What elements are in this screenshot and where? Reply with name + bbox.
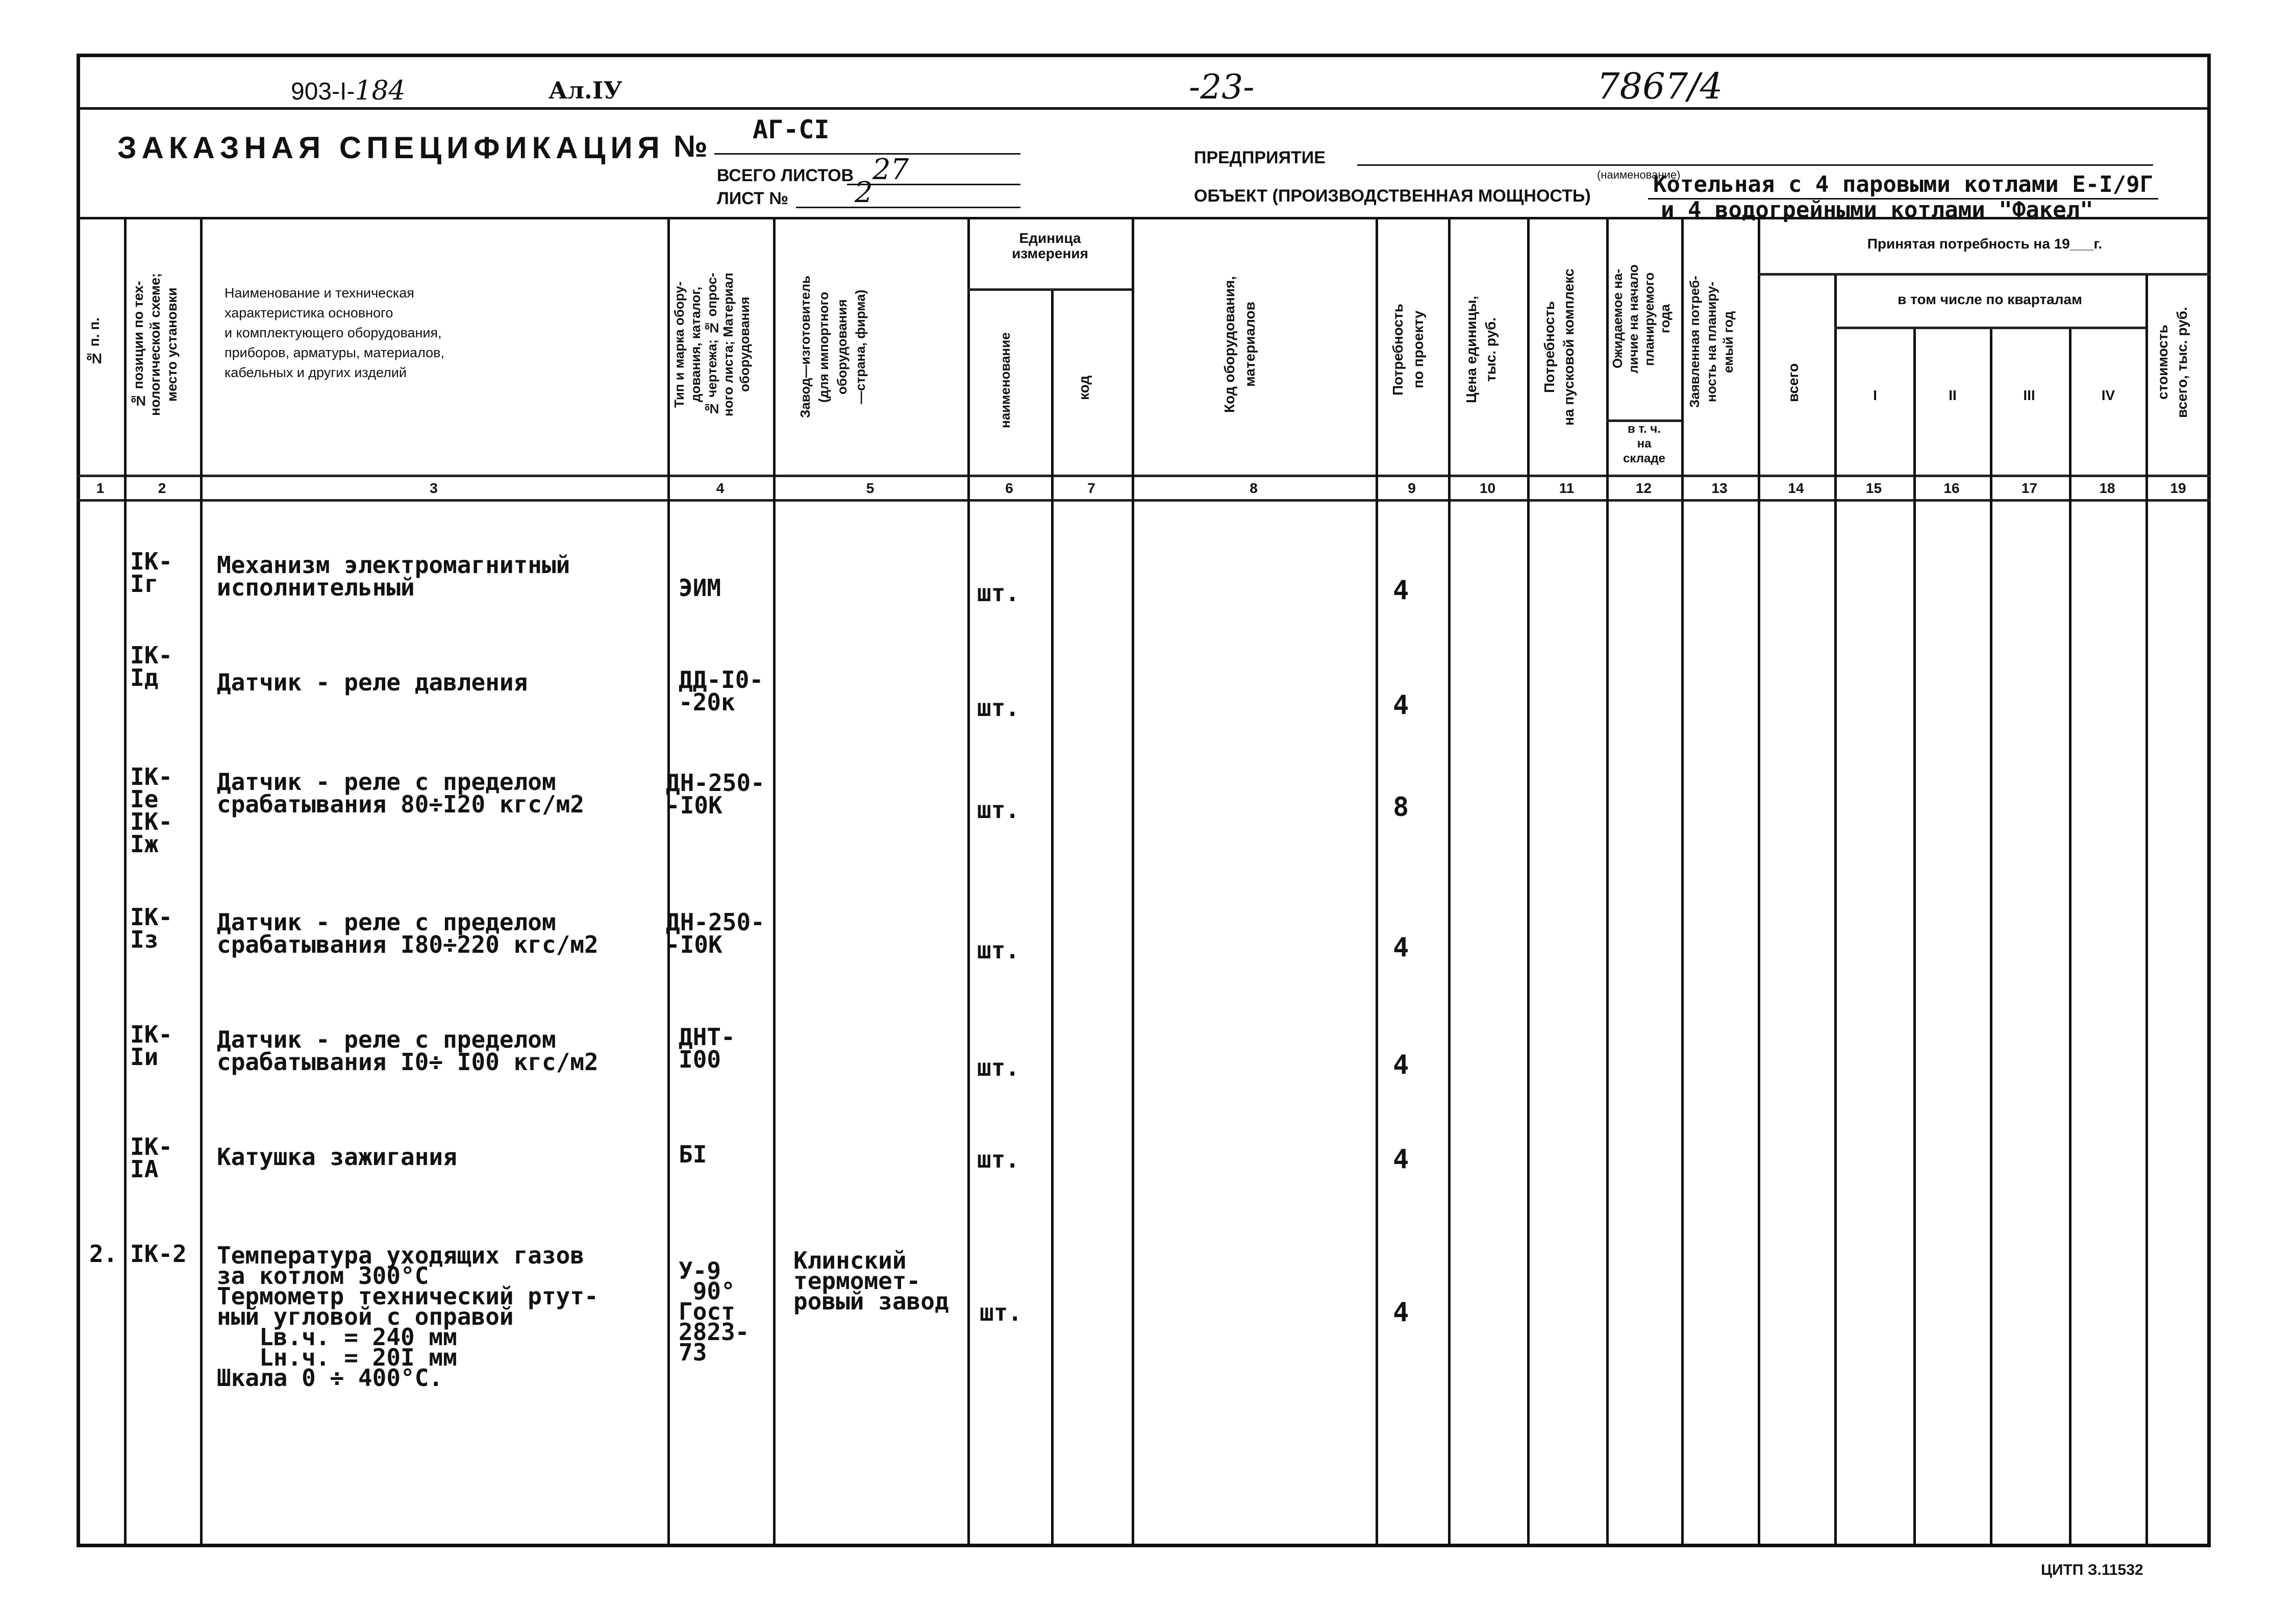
table-row-type: ЭИМ [679,574,721,602]
header-q2: II [1949,387,1957,403]
colnum: 15 [1865,480,1882,496]
unit-group-rule [967,288,1132,291]
project-code-handwritten: 184 [355,76,406,106]
table-row-pos: IК- Iе IК- Iж [130,763,173,858]
header-c3: Наименование и техническая характеристика основного и комплектующего оборудования, приборов, арматуры, материалов, кабельных и других изделий [224,285,444,380]
header-c2: № позиции по тех- нологической схеме; место установки [131,273,180,416]
colnum: 18 [2099,480,2115,496]
colnum: 8 [1250,480,1258,496]
table-row-unit: шт. [977,579,1020,607]
table-row-name: Датчик - реле с пределом срабатывания I80÷220 кгс/м2 [217,908,598,958]
object-line-1: Котельная с 4 паровыми котлами Е-I/9Г [1653,171,2154,197]
colnum: 6 [1005,480,1013,496]
col-line [200,217,203,1547]
colnum: 13 [1711,480,1728,496]
header-c12b: в т. ч. на складе [1623,422,1665,465]
colnum: 5 [866,480,875,496]
colnum: 3 [430,480,438,496]
table-row-pos: IК- Iг [130,548,173,598]
spec-no-label: № [673,129,708,163]
header-c5: Завод—изготовитель (для импортного оборудования —страна, фирма) [797,276,868,418]
header-c7: код [1076,375,1092,401]
col-line [1376,217,1378,1547]
table-row-pp: 2. [89,1240,118,1268]
colnum: 4 [716,480,725,496]
colnum: 10 [1479,480,1496,496]
colnum: 7 [1087,480,1095,496]
table-row-qty: 8 [1393,792,1409,823]
header-c1: № п. п. [86,317,102,366]
colnum: 2 [158,480,166,496]
table-row-qty: 4 [1393,1297,1409,1328]
col-line [1913,327,1916,1547]
spec-number: АГ-СI [753,115,830,144]
header-c11: Потребность на пусковой комплекс [1541,268,1577,426]
header-c13: Заявленная потреб- ность на планиру- емый год [1687,276,1736,408]
col-line [667,217,670,1547]
table-row-pos: IК- IА [130,1133,173,1183]
colnum: 1 [96,480,105,496]
table-row-name: Механизм электромагнитный исполнительный [217,551,570,601]
page-number: -23- [1189,67,1255,107]
enterprise-label: ПРЕДПРИЯТИЕ [1194,148,1326,167]
project-code-printed: 903-I- [291,78,355,105]
quarters-rule [1834,327,2145,329]
col-line [1834,273,1837,1547]
colnum: 11 [1559,480,1575,496]
table-top-rule [77,217,2211,219]
header-c6: наименование [997,332,1013,428]
object-name-label: (наименование) [1597,168,1681,181]
table-row-name: Температура уходящих газов за котлом 300°С Термометр технический ртут- ный угловой с оправой Lв.ч. = 240 мм Lн.ч. = 20I мм Шкала 0 ÷ 400°С. [217,1242,598,1392]
col-line [1990,327,1992,1547]
header-q4: IV [2101,387,2115,403]
table-row-type: БI [679,1141,707,1168]
table-row-pos: IК- Iз [130,903,173,953]
accepted-rule [1758,273,2211,276]
table-row-type: У-9 90° Гост 2823- 73 [679,1257,750,1366]
col-line [2145,273,2148,1547]
doc-number: 7867/4 [1597,65,1723,107]
table-row-qty: 4 [1393,1144,1409,1175]
table-row-qty: 4 [1393,932,1409,963]
header-accepted: Принятая потребность на 19___г. [1867,236,2103,252]
header-quarters: в том числе по кварталам [1898,291,2082,307]
table-row-type: ДН-250- -I0К [666,908,765,958]
col-line [2069,327,2072,1547]
table-row-type: ДН-250- -I0К [666,769,765,819]
colnum: 16 [1943,480,1960,496]
table-row-unit: шт. [977,1146,1020,1173]
total-sheets: 27 [872,153,909,186]
table-row-qty: 4 [1393,690,1409,721]
colnum: 9 [1408,480,1416,496]
col-line [1448,217,1451,1547]
col-line [1606,217,1609,1547]
header-c4: Тип и марка обору- дования, каталог, № чертежа; № опрос- ного листа; Материал оборудования [671,273,752,416]
table-row-pos: IК- Iи [130,1021,173,1071]
header-c9: Потребность по проекту [1390,304,1426,395]
header-q1: I [1873,387,1877,403]
table-row-qty: 4 [1393,575,1409,606]
header-c10: Цена единицы, тыс. руб. [1463,295,1499,404]
colnum: 17 [2021,480,2038,496]
header-c8: Код оборудования, материалов [1221,276,1258,413]
col-line [1132,217,1134,1547]
header-c14: всего [1785,363,1801,403]
table-row-pos: IК- Iд [130,641,173,691]
colnum: 19 [2170,480,2186,496]
table-row-maker: Клинский термомет- ровый завод [793,1247,949,1315]
colnum: 14 [1788,480,1804,496]
table-row-name: Катушка зажигания [217,1143,457,1171]
col-line [1758,217,1760,1547]
col-line [773,217,776,1547]
table-row-unit: шт. [977,796,1020,824]
table-row-unit: шт. [977,694,1020,722]
table-row-qty: 4 [1393,1050,1409,1080]
col-line [1681,217,1684,1547]
footer-stamp: ЦИТП З.11532 [2041,1562,2143,1578]
header-c19: стоимость всего, тыс. руб. [2155,307,2190,418]
table-row-unit: шт. [977,1054,1020,1081]
album-label: Ал.IУ [548,77,622,104]
col-line [124,217,127,1547]
object-label: ОБЪЕКТ (ПРОИЗВОДСТВЕННАЯ МОЩНОСТЬ) [1194,186,1591,206]
spec-title: ЗАКАЗНАЯ СПЕЦИФИКАЦИЯ [117,131,665,165]
table-row-type: ДНТ- I00 [679,1023,735,1073]
table-row-unit: шт. [977,936,1020,964]
table-row-name: Датчик - реле с пределом срабатывания 80÷I20 кгс/м2 [217,768,585,818]
sheet-no: 2 [855,176,873,209]
col-line [1527,217,1530,1547]
table-row-unit: шт. [980,1299,1022,1326]
colnum: 12 [1635,480,1652,496]
col-line [967,217,970,1547]
object-line-2: и 4 водогрейными котлами "Факел" [1661,197,2093,223]
table-row-type: ДД-I0- -20к [679,666,764,716]
header-unit-group: Единица измерения [1012,230,1088,261]
table-row-name: Датчик - реле давления [217,669,528,696]
table-row-pos: IК-2 [130,1240,187,1268]
table-row-name: Датчик - реле с пределом срабатывания I0÷ I00 кгс/м2 [217,1026,598,1076]
total-sheets-label: ВСЕГО ЛИСТОВ [717,166,854,185]
sheet-no-label: ЛИСТ № [717,189,789,208]
header-c12: Ожидаемое на- личие на начало планируемого года [1610,264,1673,374]
header-q3: III [2023,387,2035,403]
